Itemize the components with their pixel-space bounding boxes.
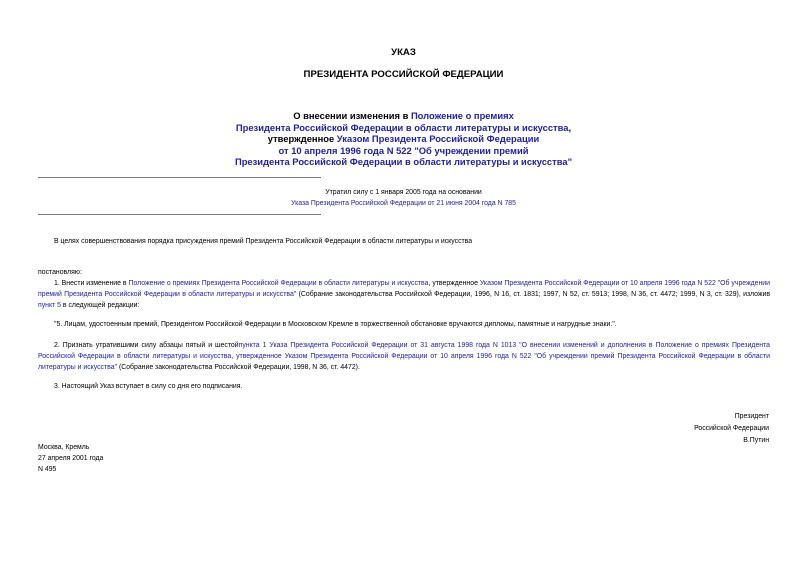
title-approved: утвержденное <box>267 133 337 145</box>
p2-text-a: 2. Признать утратившими силу абзацы пятый и шестой <box>54 342 239 349</box>
signature-country: Российской Федерации <box>694 425 769 432</box>
p1-link-point5[interactable]: пункт 5 <box>38 301 61 309</box>
p1-text-b: , утвержденное <box>428 280 480 287</box>
p1-link-decree[interactable]: Указом Президента Российской Федерации от 10 апреля 1996 года N 522 "Об учреждении премий Президента Российской Федерации в области литературы и искусства" <box>38 280 770 298</box>
title-link-decree-date[interactable]: от 10 апреля 1996 года N 522 "Об учреждении премий <box>278 144 529 156</box>
footer-block <box>38 443 103 476</box>
title-link-decree-name[interactable]: Президента Российской Федерации в области литературы и искусства" <box>234 156 573 168</box>
p1-text-c: (Собрание законодательства Российской Федерации, 1996, N 16, ст. 1831; 1997, N 52, ст. 5913; 1998, N 36, ст. 4472; 1999, N 3, ст. 329), изложив <box>296 290 771 298</box>
footer-date: 27 апреля 2001 года <box>38 454 104 462</box>
title-comma: , <box>568 121 572 133</box>
title-link-decree[interactable]: Указом Президента Российской Федерации <box>336 133 540 145</box>
status-link[interactable]: Указа Президента Российской Федерации от 21 июня 2004 года N 785 <box>291 200 516 207</box>
issuer: ПРЕЗИДЕНТА РОССИЙСКОЙ ФЕДЕРАЦИИ <box>303 69 504 80</box>
signature-block <box>694 411 769 447</box>
title-link-regulation-cont[interactable]: Президента Российской Федерации в области литературы и искусства <box>235 121 569 133</box>
title-line-2 <box>0 122 807 134</box>
status-text: Утратил силу с 1 января 2005 года на основании <box>325 189 482 196</box>
status-link-wrap <box>0 198 807 209</box>
p2-link-decree-1013[interactable]: пункта 1 Указа Президента Российской Федерации от 31 августа 1998 года N 1013 "О внесении изменений и дополнения в Положение о премиях Президента Российской Федерации в области литературы и искусства, утвержденное Указом Президента Российской Федерации от 10 апреля 1996 года N 522 "Об учреждении премий Президента Российской Федерации в области литературы и искусства" <box>38 342 771 371</box>
title-line-3 <box>0 133 807 145</box>
p1-link-regulation[interactable]: Положение о премиях Президента Российской Федерации в области литературы и искусства <box>128 280 429 287</box>
p2-text-b: (Собрание законодательства Российской Федерации, 1998, N 36, ст. 4472). <box>117 363 360 371</box>
footer-place: Москва, Кремль <box>38 444 90 451</box>
p1-text-d: в следующей редакции: <box>60 301 140 309</box>
title-line-5 <box>0 156 807 168</box>
status-bottom-rule <box>38 214 321 215</box>
title-link-regulation[interactable]: Положение о премиях <box>410 110 514 121</box>
signature-name: В.Путин <box>743 437 769 444</box>
title-line-4 <box>0 145 807 157</box>
footer-number: N 495 <box>38 465 57 473</box>
signature-title: Президент <box>734 413 769 420</box>
resolve-word: постановляю: <box>38 269 82 276</box>
paragraph-2 <box>38 341 770 374</box>
title-line-1 <box>0 110 807 122</box>
paragraph-1 <box>38 279 770 312</box>
title-prefix: О внесении изменения в <box>293 110 411 121</box>
status-top-rule <box>38 177 321 178</box>
document-type: УКАЗ <box>391 47 416 58</box>
p1-text-a: 1. Внести изменение в <box>54 280 129 287</box>
paragraph-3: 3. Настоящий Указ вступает в силу со дня его подписания. <box>54 383 243 390</box>
preamble: В целях совершенствования порядка присуждения премий Президента Российской Федерации в области литературы и искусства <box>54 238 473 245</box>
document-title <box>0 110 807 168</box>
quote-paragraph: "5. Лицам, удостоенным премий, Президентом Российской Федерации в Московском Кремле в торжественной обстановке вручаются дипломы, памятные и нагрудные знаки.". <box>54 321 617 328</box>
